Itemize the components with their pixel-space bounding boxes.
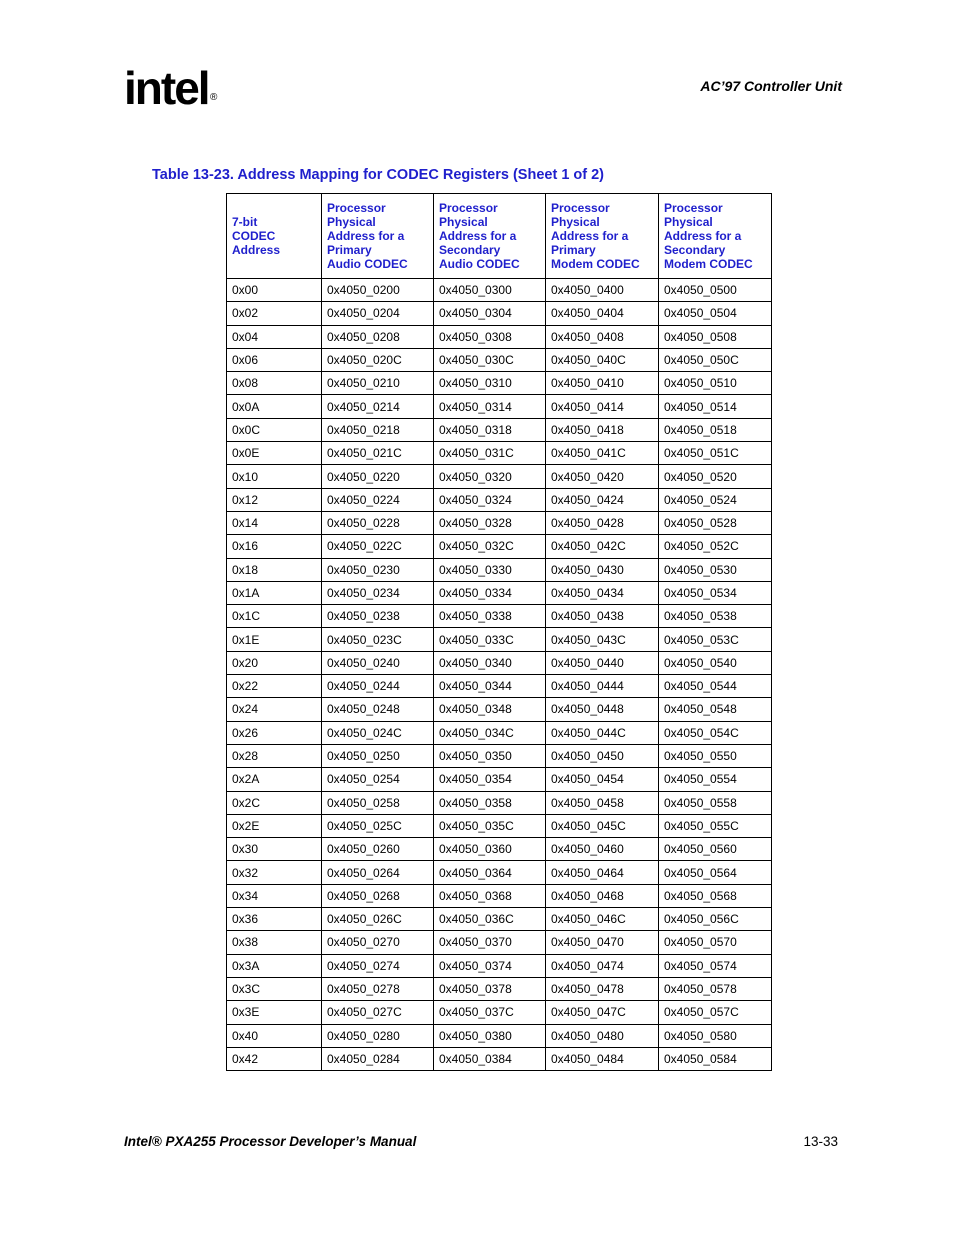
physical-address-cell: 0x4050_0250	[322, 744, 434, 767]
codec-address-cell: 0x1A	[227, 581, 322, 604]
physical-address-cell: 0x4050_0584	[659, 1047, 772, 1070]
table-row	[227, 698, 772, 721]
codec-address-cell: 0x0E	[227, 442, 322, 465]
physical-address-cell: 0x4050_0264	[322, 861, 434, 884]
table-row	[227, 628, 772, 651]
physical-address-cell: 0x4050_0528	[659, 511, 772, 534]
physical-address-cell: 0x4050_031C	[434, 442, 546, 465]
physical-address-cell: 0x4050_032C	[434, 535, 546, 558]
physical-address-cell: 0x4050_024C	[322, 721, 434, 744]
physical-address-cell: 0x4050_0510	[659, 372, 772, 395]
table-caption: Table 13-23. Address Mapping for CODEC Registers (Sheet 1 of 2)	[152, 167, 605, 183]
physical-address-cell: 0x4050_0570	[659, 931, 772, 954]
codec-address-cell: 0x2C	[227, 791, 322, 814]
table-row	[227, 1024, 772, 1047]
column-header	[546, 194, 659, 279]
physical-address-cell: 0x4050_0320	[434, 465, 546, 488]
physical-address-cell: 0x4050_0344	[434, 675, 546, 698]
physical-address-cell: 0x4050_0228	[322, 511, 434, 534]
physical-address-cell: 0x4050_0278	[322, 977, 434, 1000]
table-row	[227, 791, 772, 814]
codec-address-cell: 0x42	[227, 1047, 322, 1070]
physical-address-cell: 0x4050_0224	[322, 488, 434, 511]
column-header-line: Address for a	[664, 229, 742, 243]
physical-address-cell: 0x4050_030C	[434, 348, 546, 371]
physical-address-cell: 0x4050_034C	[434, 721, 546, 744]
physical-address-cell: 0x4050_0364	[434, 861, 546, 884]
codec-address-cell: 0x3E	[227, 1001, 322, 1024]
column-header-line: Processor	[551, 201, 610, 215]
physical-address-cell: 0x4050_037C	[434, 1001, 546, 1024]
physical-address-cell: 0x4050_0454	[546, 768, 659, 791]
physical-address-cell: 0x4050_0350	[434, 744, 546, 767]
logo-wordmark: intel	[124, 62, 209, 114]
physical-address-cell: 0x4050_0410	[546, 372, 659, 395]
table-body	[227, 279, 772, 1071]
physical-address-cell: 0x4050_0560	[659, 838, 772, 861]
physical-address-cell: 0x4050_0438	[546, 605, 659, 628]
column-header-line: Secondary	[664, 243, 726, 257]
table-row	[227, 908, 772, 931]
table-row	[227, 838, 772, 861]
physical-address-cell: 0x4050_0448	[546, 698, 659, 721]
physical-address-cell: 0x4050_057C	[659, 1001, 772, 1024]
physical-address-cell: 0x4050_0328	[434, 511, 546, 534]
table-row	[227, 814, 772, 837]
physical-address-cell: 0x4050_0348	[434, 698, 546, 721]
column-header-line: Physical	[327, 215, 376, 229]
table-row	[227, 1001, 772, 1024]
codec-address-cell: 0x38	[227, 931, 322, 954]
physical-address-cell: 0x4050_042C	[546, 535, 659, 558]
physical-address-cell: 0x4050_056C	[659, 908, 772, 931]
column-header-line: Primary	[551, 243, 596, 257]
physical-address-cell: 0x4050_0408	[546, 325, 659, 348]
codec-address-cell: 0x16	[227, 535, 322, 558]
codec-address-cell: 0x2A	[227, 768, 322, 791]
column-header-line: Processor	[664, 201, 723, 215]
physical-address-cell: 0x4050_0338	[434, 605, 546, 628]
physical-address-cell: 0x4050_0268	[322, 884, 434, 907]
physical-address-cell: 0x4050_0444	[546, 675, 659, 698]
physical-address-cell: 0x4050_050C	[659, 348, 772, 371]
physical-address-cell: 0x4050_0540	[659, 651, 772, 674]
table-row	[227, 581, 772, 604]
physical-address-cell: 0x4050_0374	[434, 954, 546, 977]
physical-address-cell: 0x4050_0218	[322, 418, 434, 441]
codec-address-cell: 0x04	[227, 325, 322, 348]
table-row	[227, 977, 772, 1000]
table-row	[227, 442, 772, 465]
physical-address-cell: 0x4050_0580	[659, 1024, 772, 1047]
physical-address-cell: 0x4050_036C	[434, 908, 546, 931]
column-header-line: Audio CODEC	[327, 257, 408, 271]
codec-address-cell: 0x36	[227, 908, 322, 931]
column-header-line: Address for a	[551, 229, 629, 243]
codec-address-cell: 0x3A	[227, 954, 322, 977]
column-header-line: Audio CODEC	[439, 257, 520, 271]
physical-address-cell: 0x4050_0214	[322, 395, 434, 418]
physical-address-cell: 0x4050_0340	[434, 651, 546, 674]
column-header-line: Processor	[327, 201, 386, 215]
codec-address-cell: 0x26	[227, 721, 322, 744]
table-row	[227, 954, 772, 977]
codec-address-cell: 0x00	[227, 279, 322, 302]
physical-address-cell: 0x4050_023C	[322, 628, 434, 651]
physical-address-cell: 0x4050_0378	[434, 977, 546, 1000]
physical-address-cell: 0x4050_0208	[322, 325, 434, 348]
physical-address-cell: 0x4050_0478	[546, 977, 659, 1000]
column-header-line: CODEC	[232, 229, 276, 243]
table-row	[227, 488, 772, 511]
physical-address-cell: 0x4050_0384	[434, 1047, 546, 1070]
physical-address-cell: 0x4050_0260	[322, 838, 434, 861]
table-row	[227, 605, 772, 628]
table-row	[227, 744, 772, 767]
physical-address-cell: 0x4050_0418	[546, 418, 659, 441]
physical-address-cell: 0x4050_0470	[546, 931, 659, 954]
physical-address-cell: 0x4050_033C	[434, 628, 546, 651]
column-header-line: Modem CODEC	[664, 257, 753, 271]
physical-address-cell: 0x4050_040C	[546, 348, 659, 371]
physical-address-cell: 0x4050_0254	[322, 768, 434, 791]
table-row	[227, 302, 772, 325]
physical-address-cell: 0x4050_0304	[434, 302, 546, 325]
codec-address-cell: 0x0C	[227, 418, 322, 441]
physical-address-cell: 0x4050_0544	[659, 675, 772, 698]
column-header	[659, 194, 772, 279]
physical-address-cell: 0x4050_0558	[659, 791, 772, 814]
physical-address-cell: 0x4050_0530	[659, 558, 772, 581]
physical-address-cell: 0x4050_053C	[659, 628, 772, 651]
column-header-line: Physical	[664, 215, 713, 229]
physical-address-cell: 0x4050_0230	[322, 558, 434, 581]
physical-address-cell: 0x4050_0524	[659, 488, 772, 511]
physical-address-cell: 0x4050_0380	[434, 1024, 546, 1047]
physical-address-cell: 0x4050_0464	[546, 861, 659, 884]
column-header-line: Modem CODEC	[551, 257, 640, 271]
physical-address-cell: 0x4050_0324	[434, 488, 546, 511]
physical-address-cell: 0x4050_0500	[659, 279, 772, 302]
physical-address-cell: 0x4050_0360	[434, 838, 546, 861]
physical-address-cell: 0x4050_0578	[659, 977, 772, 1000]
physical-address-cell: 0x4050_046C	[546, 908, 659, 931]
physical-address-cell: 0x4050_0468	[546, 884, 659, 907]
table-row	[227, 372, 772, 395]
codec-address-cell: 0x3C	[227, 977, 322, 1000]
table-row	[227, 931, 772, 954]
physical-address-cell: 0x4050_0424	[546, 488, 659, 511]
column-header	[322, 194, 434, 279]
physical-address-cell: 0x4050_0318	[434, 418, 546, 441]
physical-address-cell: 0x4050_0538	[659, 605, 772, 628]
table-row	[227, 465, 772, 488]
physical-address-cell: 0x4050_0520	[659, 465, 772, 488]
physical-address-cell: 0x4050_045C	[546, 814, 659, 837]
registered-mark: ®	[210, 92, 218, 103]
physical-address-cell: 0x4050_043C	[546, 628, 659, 651]
table-row	[227, 861, 772, 884]
codec-address-cell: 0x02	[227, 302, 322, 325]
table-row	[227, 279, 772, 302]
table-row	[227, 1047, 772, 1070]
physical-address-cell: 0x4050_0474	[546, 954, 659, 977]
physical-address-cell: 0x4050_0458	[546, 791, 659, 814]
physical-address-cell: 0x4050_021C	[322, 442, 434, 465]
physical-address-cell: 0x4050_0270	[322, 931, 434, 954]
physical-address-cell: 0x4050_0460	[546, 838, 659, 861]
physical-address-cell: 0x4050_0310	[434, 372, 546, 395]
table-row	[227, 395, 772, 418]
physical-address-cell: 0x4050_026C	[322, 908, 434, 931]
physical-address-cell: 0x4050_0358	[434, 791, 546, 814]
table-row	[227, 675, 772, 698]
physical-address-cell: 0x4050_0518	[659, 418, 772, 441]
codec-address-cell: 0x12	[227, 488, 322, 511]
codec-address-cell: 0x2E	[227, 814, 322, 837]
page-number: 13-33	[803, 1134, 838, 1149]
column-header-line: Address for a	[439, 229, 517, 243]
physical-address-cell: 0x4050_0428	[546, 511, 659, 534]
section-title: AC’97 Controller Unit	[700, 78, 842, 94]
physical-address-cell: 0x4050_0414	[546, 395, 659, 418]
physical-address-cell: 0x4050_0574	[659, 954, 772, 977]
physical-address-cell: 0x4050_052C	[659, 535, 772, 558]
codec-address-cell: 0x06	[227, 348, 322, 371]
physical-address-cell: 0x4050_055C	[659, 814, 772, 837]
physical-address-cell: 0x4050_0234	[322, 581, 434, 604]
physical-address-cell: 0x4050_041C	[546, 442, 659, 465]
column-header-line: 7-bit	[232, 215, 258, 229]
column-header	[434, 194, 546, 279]
table-row	[227, 651, 772, 674]
physical-address-cell: 0x4050_0368	[434, 884, 546, 907]
physical-address-cell: 0x4050_0434	[546, 581, 659, 604]
table-row	[227, 558, 772, 581]
physical-address-cell: 0x4050_0284	[322, 1047, 434, 1070]
codec-address-cell: 0x28	[227, 744, 322, 767]
physical-address-cell: 0x4050_0280	[322, 1024, 434, 1047]
codec-address-cell: 0x18	[227, 558, 322, 581]
physical-address-cell: 0x4050_0238	[322, 605, 434, 628]
codec-address-cell: 0x34	[227, 884, 322, 907]
physical-address-cell: 0x4050_0564	[659, 861, 772, 884]
codec-address-cell: 0x32	[227, 861, 322, 884]
physical-address-cell: 0x4050_047C	[546, 1001, 659, 1024]
column-header-line: Address	[232, 243, 281, 257]
codec-address-cell: 0x1E	[227, 628, 322, 651]
table-row	[227, 511, 772, 534]
physical-address-cell: 0x4050_054C	[659, 721, 772, 744]
codec-address-cell: 0x1C	[227, 605, 322, 628]
physical-address-cell: 0x4050_0440	[546, 651, 659, 674]
physical-address-cell: 0x4050_0244	[322, 675, 434, 698]
manual-title: Intel® PXA255 Processor Developer’s Manual	[124, 1134, 417, 1149]
physical-address-cell: 0x4050_0248	[322, 698, 434, 721]
physical-address-cell: 0x4050_0450	[546, 744, 659, 767]
codec-address-cell: 0x08	[227, 372, 322, 395]
codec-address-cell: 0x0A	[227, 395, 322, 418]
physical-address-cell: 0x4050_0484	[546, 1047, 659, 1070]
address-mapping-table	[226, 193, 772, 1071]
physical-address-cell: 0x4050_0534	[659, 581, 772, 604]
codec-address-cell: 0x14	[227, 511, 322, 534]
table-row	[227, 418, 772, 441]
physical-address-cell: 0x4050_0210	[322, 372, 434, 395]
physical-address-cell: 0x4050_0370	[434, 931, 546, 954]
physical-address-cell: 0x4050_0508	[659, 325, 772, 348]
physical-address-cell: 0x4050_044C	[546, 721, 659, 744]
physical-address-cell: 0x4050_0420	[546, 465, 659, 488]
physical-address-cell: 0x4050_0504	[659, 302, 772, 325]
column-header-line: Address for a	[327, 229, 405, 243]
physical-address-cell: 0x4050_0554	[659, 768, 772, 791]
physical-address-cell: 0x4050_0258	[322, 791, 434, 814]
table-row	[227, 884, 772, 907]
codec-address-cell: 0x20	[227, 651, 322, 674]
codec-address-cell: 0x22	[227, 675, 322, 698]
codec-address-cell: 0x30	[227, 838, 322, 861]
table-row	[227, 325, 772, 348]
physical-address-cell: 0x4050_0480	[546, 1024, 659, 1047]
physical-address-cell: 0x4050_0220	[322, 465, 434, 488]
physical-address-cell: 0x4050_0314	[434, 395, 546, 418]
physical-address-cell: 0x4050_0514	[659, 395, 772, 418]
physical-address-cell: 0x4050_0354	[434, 768, 546, 791]
physical-address-cell: 0x4050_0204	[322, 302, 434, 325]
column-header-line: Physical	[551, 215, 600, 229]
codec-address-cell: 0x10	[227, 465, 322, 488]
physical-address-cell: 0x4050_051C	[659, 442, 772, 465]
physical-address-cell: 0x4050_0430	[546, 558, 659, 581]
column-header	[227, 194, 322, 279]
intel-logo	[124, 60, 234, 116]
table-row	[227, 721, 772, 744]
physical-address-cell: 0x4050_022C	[322, 535, 434, 558]
codec-address-cell: 0x24	[227, 698, 322, 721]
physical-address-cell: 0x4050_027C	[322, 1001, 434, 1024]
table-header-row	[227, 194, 772, 279]
physical-address-cell: 0x4050_0330	[434, 558, 546, 581]
physical-address-cell: 0x4050_0200	[322, 279, 434, 302]
physical-address-cell: 0x4050_020C	[322, 348, 434, 371]
physical-address-cell: 0x4050_025C	[322, 814, 434, 837]
codec-address-cell: 0x40	[227, 1024, 322, 1047]
physical-address-cell: 0x4050_0400	[546, 279, 659, 302]
column-header-line: Secondary	[439, 243, 501, 257]
physical-address-cell: 0x4050_0300	[434, 279, 546, 302]
physical-address-cell: 0x4050_035C	[434, 814, 546, 837]
column-header-line: Primary	[327, 243, 372, 257]
physical-address-cell: 0x4050_0274	[322, 954, 434, 977]
physical-address-cell: 0x4050_0548	[659, 698, 772, 721]
physical-address-cell: 0x4050_0550	[659, 744, 772, 767]
table-row	[227, 348, 772, 371]
table-row	[227, 535, 772, 558]
physical-address-cell: 0x4050_0240	[322, 651, 434, 674]
column-header-line: Physical	[439, 215, 488, 229]
physical-address-cell: 0x4050_0308	[434, 325, 546, 348]
physical-address-cell: 0x4050_0404	[546, 302, 659, 325]
physical-address-cell: 0x4050_0334	[434, 581, 546, 604]
column-header-line: Processor	[439, 201, 498, 215]
physical-address-cell: 0x4050_0568	[659, 884, 772, 907]
table-row	[227, 768, 772, 791]
